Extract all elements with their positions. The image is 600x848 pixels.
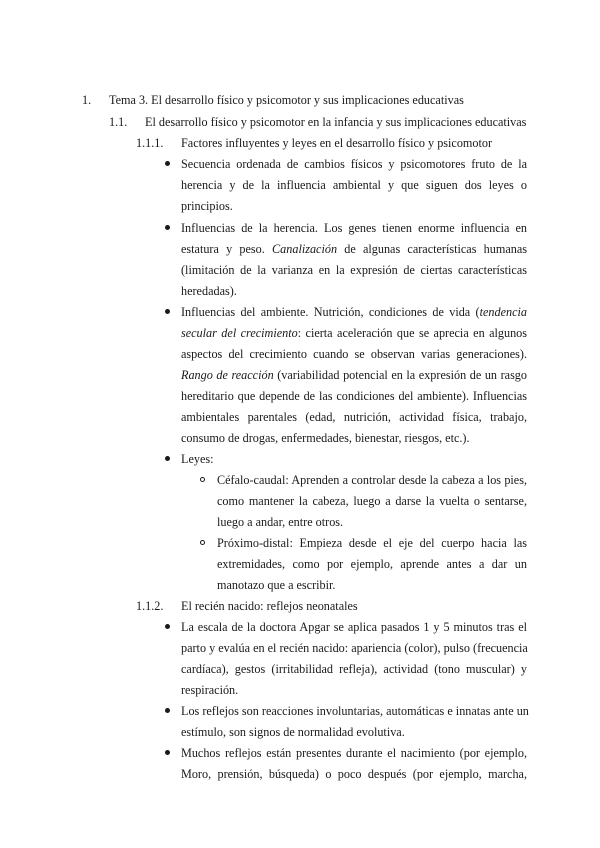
text-span: : cierta aceleración que se aprecia en algunos <box>297 326 528 340</box>
paragraph-line: aspectos del crecimiento cuando se observan varias generaciones). <box>181 347 527 361</box>
text-span: estatura y peso. <box>181 242 273 256</box>
italic-term: Canalización <box>272 242 338 256</box>
paragraph-line: luego a andar, entre otros. <box>217 515 344 529</box>
bullet-icon <box>165 456 170 461</box>
bullet-icon <box>165 309 170 314</box>
paragraph-line: como mantener la cabeza, luego a darse la vuelta o sentarse, <box>217 494 527 508</box>
heading-3a-title: Factores influyentes y leyes en el desarrollo físico y psicomotor <box>181 136 493 150</box>
text-span: (variabilidad potencial en la expresión de un rasgo <box>273 368 527 382</box>
bullet-icon <box>165 750 170 755</box>
heading-1-title: Tema 3. El desarrollo físico y psicomotor y sus implicaciones educativas <box>109 93 464 107</box>
paragraph-line: Leyes: <box>181 452 214 466</box>
italic-term: tendencia <box>479 305 527 319</box>
paragraph-line <box>181 241 527 257</box>
paragraph-line: Los reflejos son reacciones involuntarias, automáticas e innatas ante un <box>181 704 529 718</box>
text-span: Influencias del ambiente. Nutrición, condiciones de vida ( <box>181 305 480 319</box>
heading-1-number: 1. <box>82 93 92 107</box>
paragraph-line <box>181 325 527 341</box>
bullet-icon <box>165 225 170 230</box>
paragraph-line: manotazo que a escribir. <box>217 578 336 592</box>
paragraph-line: Moro, prensión, búsqueda) o poco después (por ejemplo, marcha, <box>181 767 527 781</box>
paragraph-line: Influencias de la herencia. Los genes tienen enorme influencia en <box>181 221 527 235</box>
paragraph-line: heredadas). <box>181 284 237 298</box>
bullet-icon <box>165 161 170 166</box>
paragraph-line: (limitación de la varianza en la expresión de ciertas características <box>181 263 527 277</box>
paragraph-line: hereditario que depende de las condiciones del ambiente). Influencias <box>181 389 527 403</box>
italic-term: secular del crecimiento <box>181 326 298 340</box>
text-span: de algunas características humanas <box>337 242 527 256</box>
bullet-icon <box>165 624 170 629</box>
heading-3b-number: 1.1.2. <box>136 599 164 613</box>
paragraph-line: consumo de drogas, enfermedades, bienestar, riesgos, etc.). <box>181 431 470 445</box>
paragraph-line: Céfalo-caudal: Aprenden a controlar desde la cabeza a los pies, <box>217 473 527 487</box>
paragraph-line: Próximo-distal: Empieza desde el eje del cuerpo hacia las <box>217 536 527 550</box>
italic-term: Rango de reacción <box>181 368 274 382</box>
paragraph-line: ambientales parentales (edad, nutrición, actividad física, trabajo, <box>181 410 527 424</box>
heading-3a-number: 1.1.1. <box>136 136 164 150</box>
paragraph-line: estímulo, son signos de normalidad evolutiva. <box>181 725 405 739</box>
circle-bullet-icon <box>200 540 205 545</box>
paragraph-line: principios. <box>181 199 233 213</box>
paragraph-line <box>181 367 527 383</box>
paragraph-line: herencia y de la influencia ambiental y que siguen dos leyes o <box>181 178 527 192</box>
paragraph-line: extremidades, como por ejemplo, aprende antes a dar un <box>217 557 527 571</box>
paragraph-line: respiración. <box>181 683 239 697</box>
paragraph-line: cardíaca), gestos (irritabilidad refleja), actividad (tono muscular) y <box>181 662 527 676</box>
heading-3b-title: El recién nacido: reflejos neonatales <box>181 599 358 613</box>
paragraph-line: La escala de la doctora Apgar se aplica pasados 1 y 5 minutos tras el <box>181 620 527 634</box>
paragraph-line <box>181 304 527 320</box>
heading-2-title: El desarrollo físico y psicomotor en la infancia y sus implicaciones educativas <box>145 115 527 129</box>
bullet-icon <box>165 708 170 713</box>
paragraph-line: Muchos reflejos están presentes durante el nacimiento (por ejemplo, <box>181 746 527 760</box>
circle-bullet-icon <box>200 477 205 482</box>
heading-2-number: 1.1. <box>109 115 128 129</box>
paragraph-line: Secuencia ordenada de cambios físicos y psicomotores fruto de la <box>181 157 527 171</box>
paragraph-line: parto y evalúa en el recién nacido: apariencia (color), pulso (frecuencia <box>181 641 528 655</box>
